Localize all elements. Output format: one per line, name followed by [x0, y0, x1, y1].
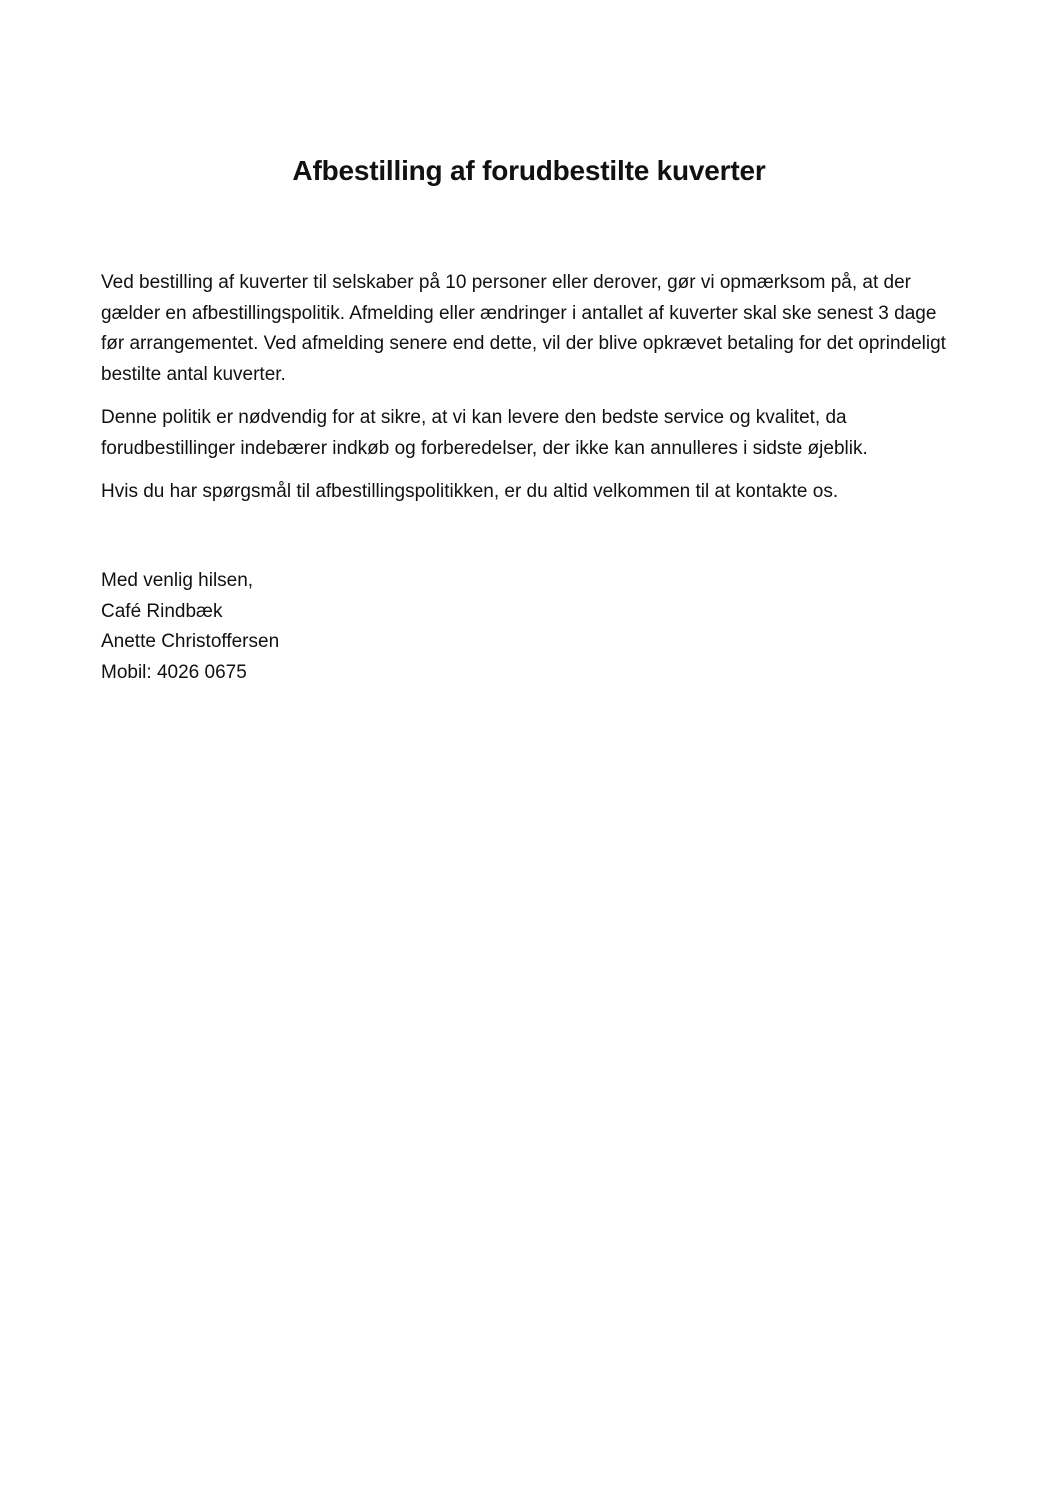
- paragraph-policy-reason: Denne politik er nødvendig for at sikre, at vi kan levere den bedste service og kvalitet, da forudbestillinger indebærer indkøb og forberedelser, der ikke kan annulleres i sidste øjeblik.: [101, 407, 868, 459]
- document-body: [101, 268, 951, 521]
- signature-greeting: Med venlig hilsen,: [101, 570, 254, 591]
- signature-block: [101, 566, 701, 688]
- paragraph-cancellation-policy: Ved bestilling af kuverter til selskaber på 10 personer eller derover, gør vi opmærksom på, at der gælder en afbestillingspolitik. Afmelding eller ændringer i antallet af kuverter skal ske senest 3 dage før arrangementet. Ved afmelding senere end dette, vil der blive opkrævet betaling for det oprindeligt bestilte antal kuverter.: [101, 272, 946, 385]
- paragraph-contact-invitation: Hvis du har spørgsmål til afbestillingspolitikken, er du altid velkommen til at kontakte os.: [101, 481, 839, 502]
- document-title: Afbestilling af forudbestilte kuverter: [292, 155, 766, 186]
- signature-phone: Mobil: 4026 0675: [101, 661, 247, 683]
- signature-company: Café Rindbæk: [101, 600, 223, 622]
- signature-name: Anette Christoffersen: [101, 631, 280, 652]
